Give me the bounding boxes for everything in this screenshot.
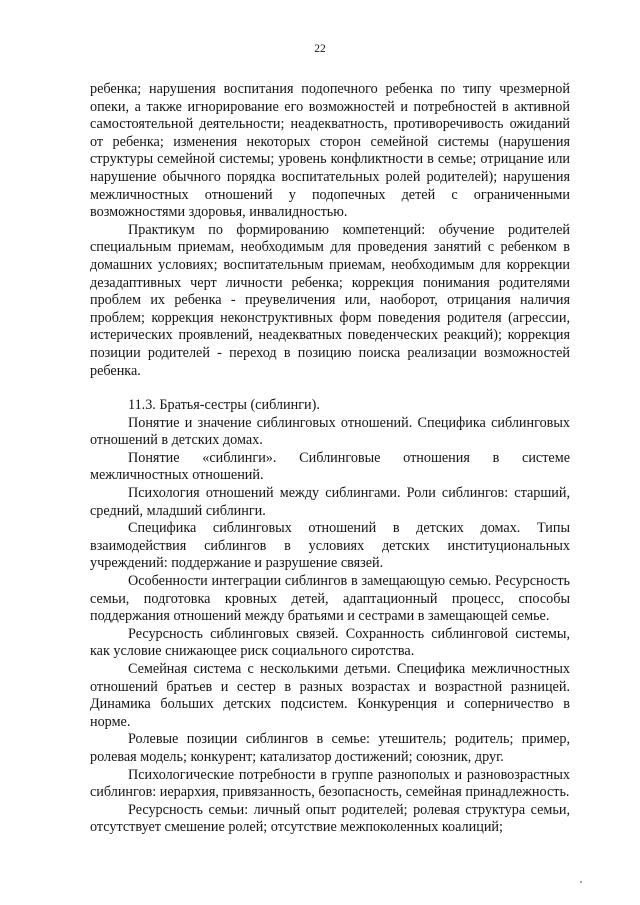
paragraph: Ресурсность сиблинговых связей. Сохранность сиблинговой системы, как условие снижающее риск социального сиротства. — [90, 625, 570, 660]
paragraph: Понятие «сиблинги». Сиблинговые отношения в системе межличностных отношений. — [90, 449, 570, 484]
paragraph: Особенности интеграции сиблингов в замещающую семью. Ресурсность семьи, подготовка кровных детей, адаптационный процесс, способы поддержания отношений между братьями и сестрами в замещающей семье. — [90, 573, 570, 625]
scan-speck — [580, 881, 582, 883]
section-heading: 11.3. Братья-сестры (сиблинги). — [128, 397, 320, 414]
paragraph-continuation: ребенка; нарушения воспитания подопечного ребенка по типу чрезмерной опеки, а также игнорирование его возможностей и потребностей в активной самостоятельной деятельности; неадекватность, противоречивость ожиданий от ребенка; изменения некоторых сторон семейной системы (нарушения структуры семейной системы; уровень конфликтности в семье; отрицание или нарушение обычного порядка воспитательных ролей родителей); нарушения межличностных отношений у подопечных детей с ограниченными возможностями здоровья, инвалидностью. — [90, 81, 570, 221]
page-body — [90, 81, 570, 837]
paragraph: Психология отношений между сиблингами. Роли сиблингов: старший, средний, младший сиблинги. — [90, 485, 570, 519]
paragraph: Понятие и значение сиблинговых отношений. Специфика сиблинговых отношений в детских домах. — [90, 414, 570, 449]
paragraph: Семейная система с несколькими детьми. Специфика межличностных отношений братьев и сестер в разных возрастах и возрастной разницей. Динамика больших детских подсистем. Конкуренция и соперничество в норме. — [90, 661, 570, 730]
paragraph: Ресурсность семьи: личный опыт родителей; ролевая структура семьи, отсутствует смешение ролей; отсутствие межпоколенных коалиций; — [90, 801, 570, 836]
paragraph: Ролевые позиции сиблингов в семье: утешитель; родитель; пример, ролевая модель; конкурент; катализатор достижений; союзник, друг. — [90, 731, 570, 765]
paragraph-practicum: Практикум по формированию компетенций: обучение родителей специальным приемам, необходимым для проведения занятий с ребенком в домашних условиях; воспитательным приемам, необходимым для коррекции дезадаптивных черт личности ребенка; коррекция понимания родителями проблем их ребенка - преувеличения или, наоборот, отрицания наличия проблем; коррекция неконструктивных форм поведения родителя (агрессии, истерических проявлений, неадекватных поведенческих реакций); коррекция позиции родителей - переход в позицию поиска реализации возможностей ребенка. — [90, 221, 570, 379]
paragraph: Психологические потребности в группе разнополых и разновозрастных сиблингов: иерархия, привязанность, безопасность, семейная принадлежность. — [90, 766, 570, 801]
paragraph: Специфика сиблинговых отношений в детских домах. Типы взаимодействия сиблингов в условиях детских институциональных учреждений: поддержание и разрушение связей. — [90, 520, 570, 572]
page-number: 22 — [314, 43, 326, 55]
